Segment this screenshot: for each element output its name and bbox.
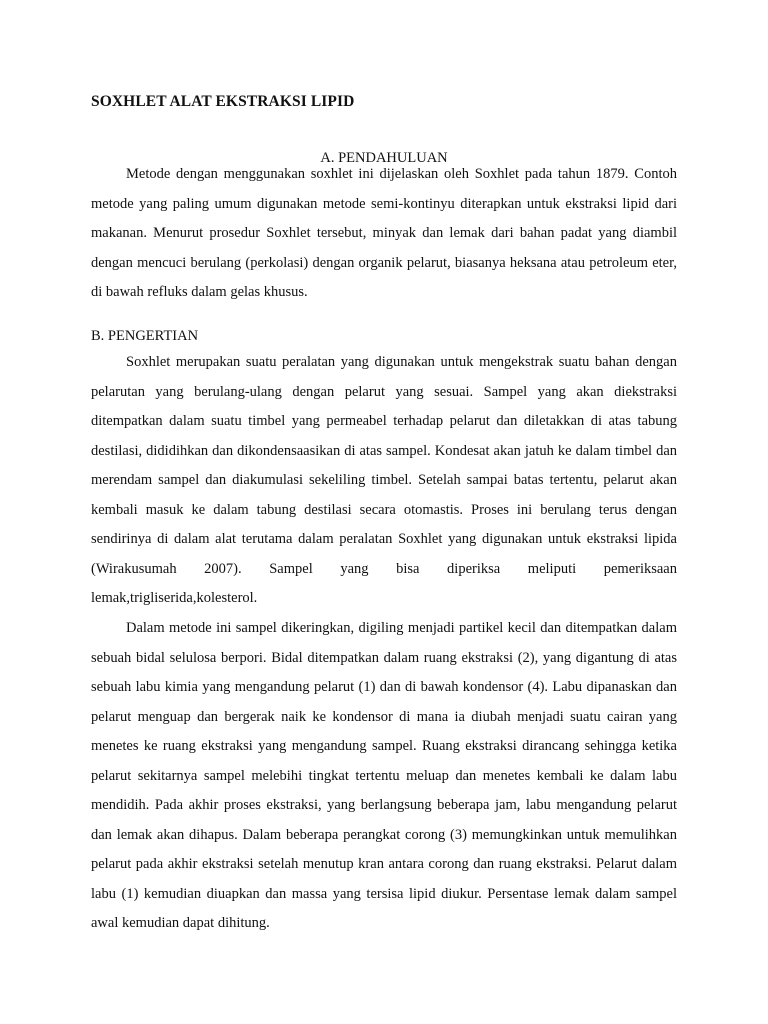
paragraph-pengertian-method: Dalam metode ini sampel dikeringkan, digiling menjadi partikel kecil dan ditempatkan dalam sebuah bidal selulosa berpori. Bidal ditempatkan dalam ruang ekstraksi (2), yang digantung di atas sebuah labu kimia yang mengandung pelarut (1) dan di bawah kondensor (4). Labu dipanaskan dan pelarut menguap dan bergerak naik ke kondensor di mana ia diubah menjadi suatu cairan yang menetes ke ruang ekstraksi yang mengandung sampel. Ruang ekstraksi dirancang sehingga ketika pelarut sekitarnya sampel melebihi tingkat tertentu meluap dan menetes kembali ke dalam labu mendidih. Pada akhir proses ekstraksi, yang berlangsung beberapa jam, labu mengandung pelarut dan lemak akan dihapus. Dalam beberapa perangkat corong (3) memungkinkan untuk memulihkan pelarut pada akhir ekstraksi setelah menutup kran antara corong dan ruang ekstraksi. Pelarut dalam labu (1) kemudian diuapkan dan massa yang tersisa lipid diukur. Persentase lemak dalam sampel awal kemudian dapat dihitung. <box>91 620 677 931</box>
section-heading-pengertian: B. PENGERTIAN <box>91 328 199 344</box>
document-title: SOXHLET ALAT EKSTRAKSI LIPID <box>91 93 355 110</box>
paragraph-pengertian-definition: Soxhlet merupakan suatu peralatan yang digunakan untuk mengekstrak suatu bahan dengan pelarutan yang berulang-ulang dengan pelarut yang sesuai. Sampel yang akan diekstraksi ditempatkan dalam suatu timbel yang permeabel terhadap pelarut dan diletakkan di atas tabung destilasi, dididihkan dan dikondensaasikan di atas sampel. Kondesat akan jatuh ke dalam timbel dan merendam sampel dan diakumulasi sekeliling timbel. Setelah sampai batas tertentu, pelarut akan kembali masuk ke dalam tabung destilasi secara otomastis. Proses ini berulang terus dengan sendirinya di dalam alat terutama dalam peralatan Soxhlet yang digunakan untuk ekstraksi lipida (Wirakusumah 2007). Sampel yang bisa diperiksa meliputi pemeriksaan lemak,trigliserida,kolesterol. <box>91 354 677 606</box>
paragraph-pendahuluan: Metode dengan menggunakan soxhlet ini dijelaskan oleh Soxhlet pada tahun 1879. Contoh metode yang paling umum digunakan metode semi-kontinyu diterapkan untuk ekstraksi lipid dari makanan. Menurut prosedur Soxhlet tersebut, minyak dan lemak dari bahan padat yang diambil dengan mencuci berulang (perkolasi) dengan organik pelarut, biasanya heksana atau petroleum eter, di bawah refluks dalam gelas khusus. <box>91 166 677 300</box>
section-heading-pendahuluan: A. PENDAHULUAN <box>320 150 448 166</box>
